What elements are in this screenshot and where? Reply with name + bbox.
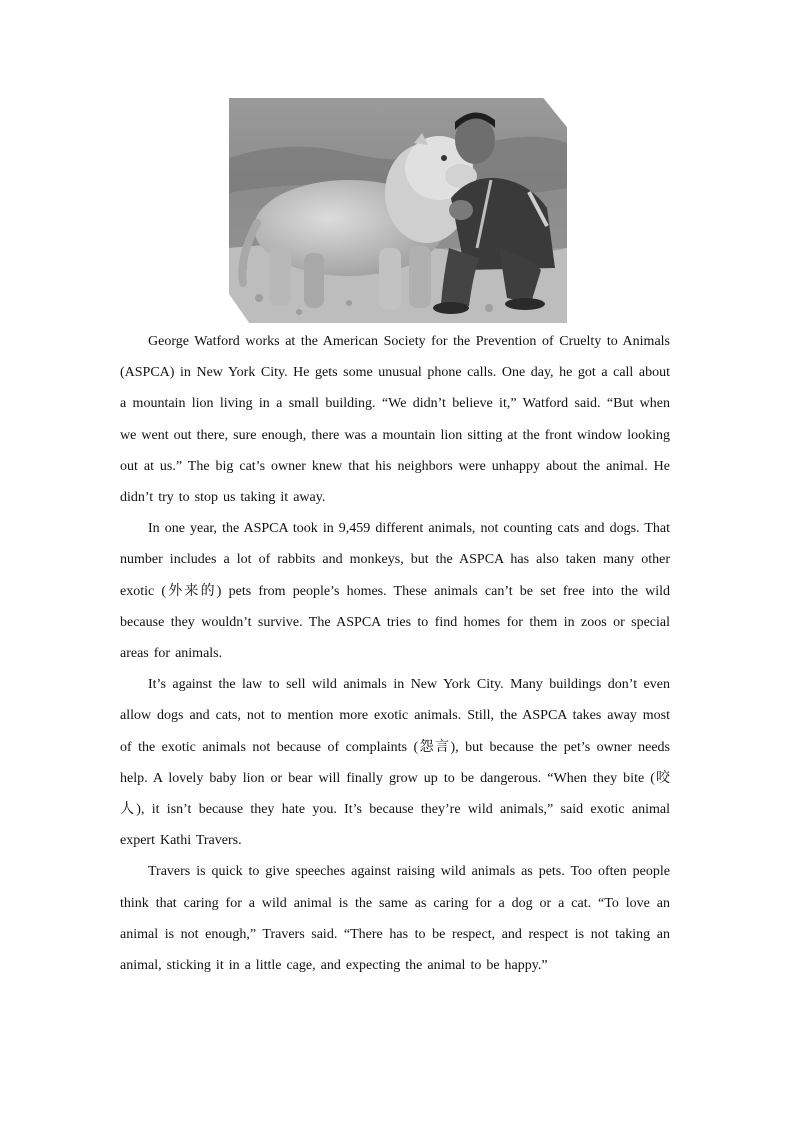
man-with-lion-photo bbox=[229, 98, 567, 323]
paragraph-1: George Watford works at the American Society for the Prevention of Cruelty to Animals (ASPCA) in New York City. He gets some unusual phone calls. One day, he got a call about a mountain lion living in a small building. “We didn’t believe it,” Watford said. “But when we went out there, sure enough, there was a mountain lion sitting at the front window looking out at us.” The big cat’s owner knew that his neighbors were unhappy about the animal. He didn’t try to stop us taking it away. bbox=[120, 334, 670, 506]
paragraph-3: It’s against the law to sell wild animals in New York City. Many buildings don’t even allow dogs and cats, not to mention more exotic animals. Still, the ASPCA takes away most of the exotic animals not because of complaints (怨言), but because the pet’s owner needs help. A lovely baby lion or bear will finally grow up to be dangerous. “When they bite (咬人), it isn’t because they hate you. It’s because they’re wild animals,” said exotic animal expert Kathi Travers. bbox=[120, 677, 670, 849]
paragraph-4: Travers is quick to give speeches against raising wild animals as pets. Too often people think that caring for a wild animal is the same as caring for a dog or a cat. “To love an animal is not enough,” Travers said. “There has to be respect, and respect is not taking an animal, sticking it in a little cage, and expecting the animal to be happy.” bbox=[120, 864, 670, 974]
paragraph-2: In one year, the ASPCA took in 9,459 different animals, not counting cats and dogs. That number includes a lot of rabbits and monkeys, but the ASPCA has also taken many other exotic (外来的) pets from people’s homes. These animals can’t be set free into the wild because they wouldn’t survive. The ASPCA tries to find homes for them in zoos or special areas for animals. bbox=[120, 521, 670, 662]
article-body bbox=[120, 326, 670, 981]
